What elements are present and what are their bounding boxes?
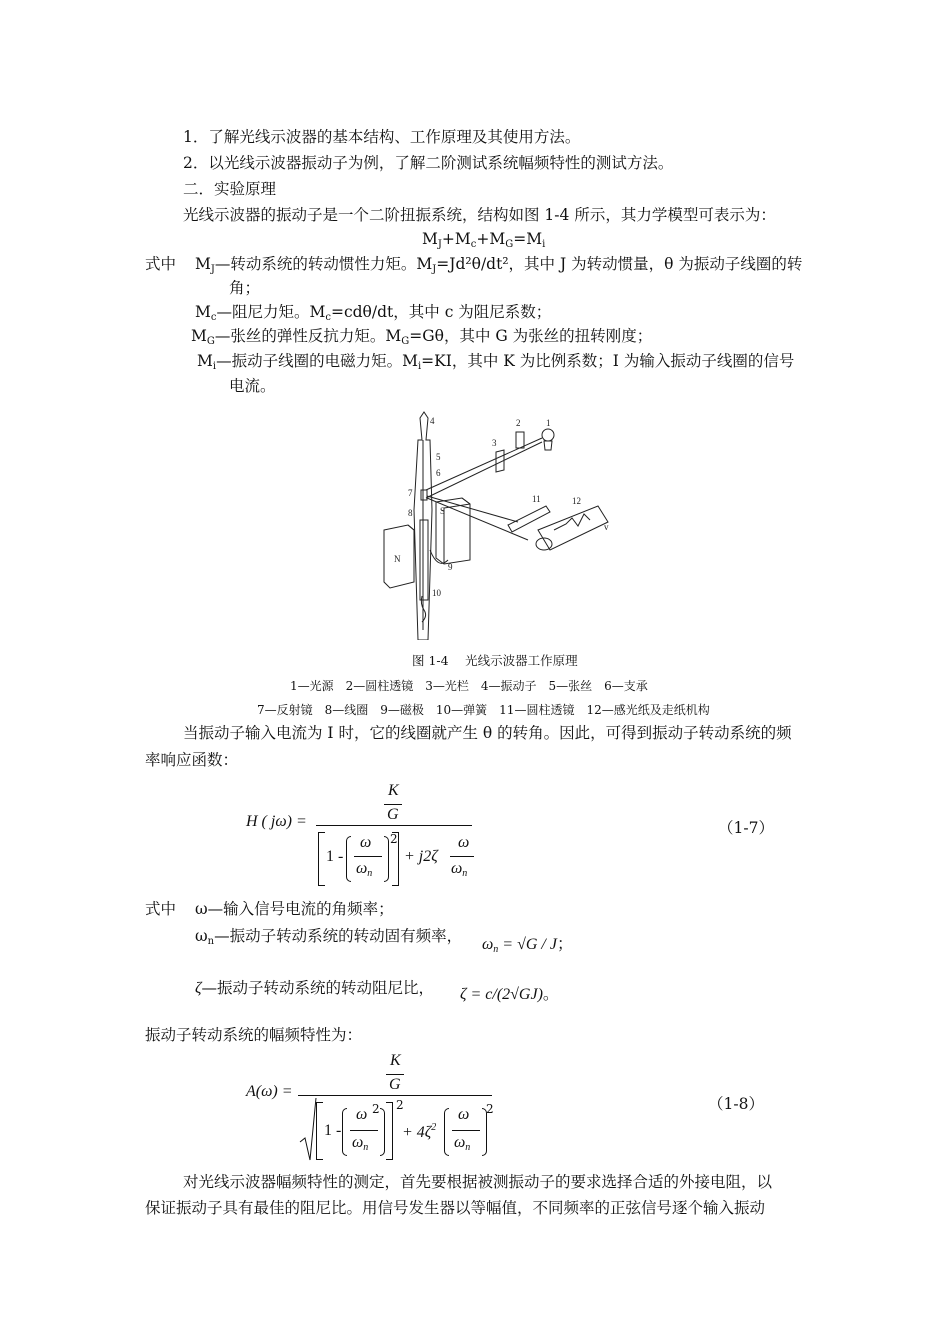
svg-text:11: 11: [532, 494, 541, 504]
svg-text:6: 6: [436, 468, 441, 478]
def-omega: ω—输入信号电流的角频率；: [195, 900, 394, 918]
cylinder-lens-2: [516, 432, 524, 448]
equation-1-8: A(ω) = K G 1 - ω $\omega_n$ 2 2 + $4\zeta^2$ ω $\omega_n$ 2 （1-8）: [240, 1050, 800, 1165]
def-omega-n: $\omega_n—$振动子转动系统的转动固有频率，: [195, 927, 463, 947]
freq-paragraph-1: 当振动子输入电流为 I 时，它的线圈就产生 θ 的转角。因此，可得到振动子转动系统的频: [183, 724, 792, 742]
svg-text:12: 12: [572, 496, 581, 506]
mirror: [421, 490, 427, 500]
svg-text:7: 7: [408, 488, 413, 498]
def-mj: $M_J—$转动系统的转动惯性力矩。$M_J=Jd^2\theta$/dt²，其中 J 为转动惯量，θ 为振动子线圈的转: [195, 255, 803, 275]
amplitude-intro: 振动子转动系统的幅频特性为：: [145, 1026, 363, 1044]
oscilloscope-diagram: [378, 410, 623, 640]
figure-legend-1: 1—光源 2—圆柱透镜 3—光栏 4—振动子 5—张丝 6—支承: [290, 679, 648, 693]
def-mi-cont: 电流。: [229, 377, 276, 395]
where-label: 式中: [145, 255, 177, 273]
svg-text:5: 5: [436, 452, 441, 462]
torque-equation: $M_J+M_c+M_G=M_i$: [422, 230, 546, 250]
fraction-bar-2: [298, 1095, 492, 1096]
final-paragraph-2: 保证振动子具有最佳的阻尼比。用信号发生器以等幅值，不同频率的正弦信号逐个输入振动: [145, 1199, 766, 1217]
svg-text:v: v: [604, 522, 609, 532]
svg-text:3: 3: [492, 438, 497, 448]
def-mc: $M_c—$阻尼力矩。$M_c=cd\theta/dt$，其中 c 为阻尼系数；: [195, 303, 552, 323]
svg-text:4: 4: [430, 416, 435, 426]
svg-text:2: 2: [516, 418, 521, 428]
omega-n-formula: $\omega_n = √G / J$；: [482, 936, 573, 955]
svg-text:10: 10: [432, 588, 441, 598]
final-paragraph-1: 对光线示波器幅频特性的测定，首先要根据被测振动子的要求选择合适的外接电阻，以: [183, 1173, 773, 1191]
def-zeta: ζ—振动子转动系统的转动阻尼比，: [195, 979, 434, 997]
svg-text:1: 1: [546, 418, 551, 428]
def-mj-cont: 角；: [229, 279, 261, 297]
where-label-2: 式中: [145, 900, 177, 918]
objective-1: 1．了解光线示波器的基本结构、工作原理及其使用方法。: [183, 128, 581, 146]
coil: [420, 520, 428, 600]
svg-text:N: N: [394, 554, 401, 564]
fraction-bar: [316, 825, 472, 826]
def-mg: $M_G—$张丝的弹性反抗力矩。$M_G=G\theta$，其中 G 为张丝的扭转刚度；: [191, 327, 653, 347]
freq-paragraph-2: 率响应函数：: [145, 751, 239, 769]
light-source: [542, 429, 554, 441]
equation-number-1-8: （1-8）: [708, 1095, 764, 1113]
equation-number-1-7: （1-7）: [718, 819, 774, 837]
figure-caption: 图 1-4 光线示波器工作原理: [412, 653, 578, 668]
equation-1-7: H ( jω) = K G 1 - ω $\omega_n$ 2 + j2ζ ω $\omega_n$ （1-7）: [240, 780, 800, 890]
section-heading: 二．实验原理: [183, 180, 277, 198]
svg-text:8: 8: [408, 508, 413, 518]
zeta-formula: ζ = c/(2√GJ)。: [460, 986, 559, 1003]
svg-text:S: S: [440, 506, 446, 516]
objective-2: 2．以光线示波器振动子为例，了解二阶测试系统幅频特性的测试方法。: [183, 154, 674, 172]
def-mi: $M_i—$振动子线圈的电磁力矩。$M_i=KI$，其中 K 为比例系数；I 为输入振动子线圈的信号: [197, 352, 795, 372]
intro-paragraph: 光线示波器的振动子是一个二阶扭振系统，结构如图 1-4 所示，其力学模型可表示为：: [183, 206, 776, 224]
svg-text:9: 9: [448, 562, 453, 572]
figure-legend-2: 7—反射镜 8—线圈 9—磁极 10—弹簧 11—圆柱透镜 12—感光纸及走纸机构: [257, 703, 710, 717]
